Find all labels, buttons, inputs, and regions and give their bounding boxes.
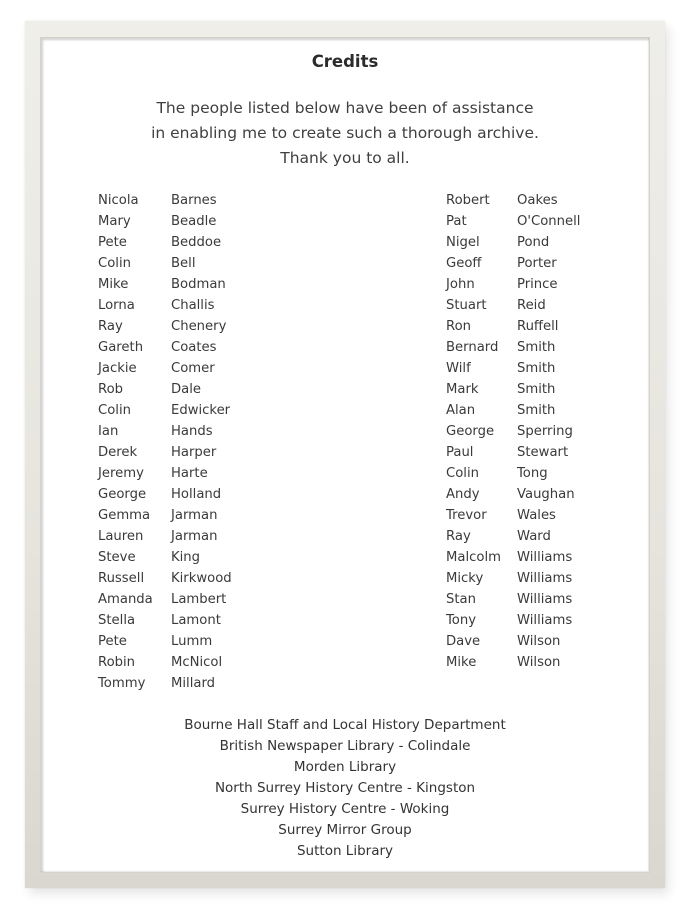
first-name: Lauren — [98, 529, 144, 544]
name-row — [446, 652, 580, 673]
name-row — [446, 421, 580, 442]
first-name: Mark — [446, 382, 479, 397]
first-name: Stan — [446, 592, 476, 607]
name-row — [446, 505, 580, 526]
first-name: Wilf — [446, 361, 471, 376]
last-name: Jarman — [171, 508, 218, 523]
name-row — [446, 400, 580, 421]
name-row — [98, 337, 232, 358]
names-list-right — [446, 190, 580, 673]
name-row — [98, 379, 232, 400]
name-row — [98, 505, 232, 526]
name-row — [446, 484, 580, 505]
last-name: Bell — [171, 256, 196, 271]
name-row — [446, 568, 580, 589]
first-name: Colin — [98, 403, 131, 418]
first-name: George — [446, 424, 495, 439]
first-name: Ron — [446, 319, 471, 334]
first-name: Ian — [98, 424, 119, 439]
organisation-item: Surrey Mirror Group — [278, 822, 412, 838]
first-name: Geoff — [446, 256, 482, 271]
name-row — [98, 232, 232, 253]
first-name: Tony — [446, 613, 477, 628]
name-row — [98, 547, 232, 568]
first-name: Dave — [446, 634, 481, 649]
name-row — [446, 379, 580, 400]
first-name: Micky — [446, 571, 484, 586]
first-name: John — [446, 277, 475, 292]
first-name: Lorna — [98, 298, 135, 313]
last-name: McNicol — [171, 655, 223, 670]
name-row — [98, 316, 232, 337]
last-name: Wilson — [517, 634, 561, 649]
first-name: Nigel — [446, 235, 480, 250]
last-name: Smith — [517, 340, 556, 355]
last-name: Smith — [517, 403, 556, 418]
last-name: Lumm — [171, 634, 213, 649]
organisations-list — [41, 715, 649, 862]
last-name: Williams — [517, 571, 573, 586]
last-name: Oakes — [517, 193, 558, 208]
last-name: Harte — [171, 466, 208, 481]
intro-text — [41, 96, 649, 171]
organisation-item: British Newspaper Library - Colindale — [219, 738, 471, 754]
last-name: Chenery — [171, 319, 227, 334]
credits-page — [40, 37, 650, 873]
name-row — [98, 274, 232, 295]
last-name: Smith — [517, 382, 556, 397]
name-row — [446, 610, 580, 631]
first-name: Derek — [98, 445, 138, 460]
intro-line: Thank you to all. — [280, 149, 410, 167]
name-row — [98, 295, 232, 316]
last-name: Edwicker — [171, 403, 231, 418]
last-name: Lamont — [171, 613, 221, 628]
intro-line: in enabling me to create such a thorough archive. — [151, 124, 539, 142]
first-name: Gareth — [98, 340, 144, 355]
last-name: Reid — [517, 298, 546, 313]
first-name: Tommy — [98, 676, 146, 691]
last-name: Dale — [171, 382, 202, 397]
name-row — [98, 610, 232, 631]
last-name: Ward — [517, 529, 551, 544]
last-name: Bodman — [171, 277, 226, 292]
last-name: Williams — [517, 550, 573, 565]
first-name: Pat — [446, 214, 467, 229]
name-row — [446, 190, 580, 211]
intro-line: The people listed below have been of assistance — [156, 99, 534, 117]
last-name: Challis — [171, 298, 215, 313]
last-name: Beadle — [171, 214, 217, 229]
last-name: Wilson — [517, 655, 561, 670]
name-row — [446, 463, 580, 484]
last-name: Barnes — [171, 193, 217, 208]
last-name: Millard — [171, 676, 216, 691]
name-row — [446, 274, 580, 295]
first-name: Andy — [446, 487, 480, 502]
first-name: Jackie — [98, 361, 137, 376]
name-row — [98, 190, 232, 211]
name-row — [98, 568, 232, 589]
name-row — [98, 463, 232, 484]
first-name: Ray — [98, 319, 123, 334]
name-row — [98, 211, 232, 232]
first-name: Amanda — [98, 592, 153, 607]
name-row — [98, 673, 232, 694]
first-name: Trevor — [446, 508, 487, 523]
first-name: Robert — [446, 193, 490, 208]
name-row — [446, 232, 580, 253]
last-name: Tong — [517, 466, 548, 481]
organisation-item: North Surrey History Centre - Kingston — [214, 780, 476, 796]
name-row — [98, 526, 232, 547]
page-title: Credits — [311, 52, 379, 71]
name-row — [446, 589, 580, 610]
name-row — [446, 211, 580, 232]
last-name: Sperring — [517, 424, 573, 439]
organisation-item: Bourne Hall Staff and Local History Department — [184, 717, 506, 733]
last-name: O'Connell — [517, 214, 581, 229]
name-row — [98, 652, 232, 673]
names-list-left — [98, 190, 232, 694]
first-name: Colin — [98, 256, 131, 271]
name-row — [98, 589, 232, 610]
last-name: Vaughan — [517, 487, 575, 502]
first-name: Russell — [98, 571, 145, 586]
last-name: Williams — [517, 613, 573, 628]
first-name: Alan — [446, 403, 476, 418]
name-row — [98, 631, 232, 652]
first-name: Colin — [446, 466, 479, 481]
last-name: Prince — [517, 277, 558, 292]
last-name: Beddoe — [171, 235, 222, 250]
last-name: Pond — [517, 235, 550, 250]
first-name: Ray — [446, 529, 471, 544]
last-name: Stewart — [517, 445, 569, 460]
first-name: Mike — [98, 277, 129, 292]
name-row — [98, 442, 232, 463]
picture-frame — [25, 21, 665, 888]
last-name: Lambert — [171, 592, 227, 607]
first-name: Jeremy — [98, 466, 144, 481]
organisation-item: Morden Library — [293, 759, 397, 775]
organisation-item: Sutton Library — [296, 843, 394, 859]
first-name: Pete — [98, 235, 127, 250]
last-name: Jarman — [171, 529, 218, 544]
last-name: Williams — [517, 592, 573, 607]
first-name: Stuart — [446, 298, 487, 313]
last-name: Harper — [171, 445, 217, 460]
last-name: Holland — [171, 487, 222, 502]
name-row — [446, 547, 580, 568]
first-name: Stella — [98, 613, 136, 628]
name-row — [446, 631, 580, 652]
name-row — [98, 358, 232, 379]
name-row — [446, 316, 580, 337]
first-name: Mary — [98, 214, 131, 229]
name-row — [446, 253, 580, 274]
first-name: Steve — [98, 550, 136, 565]
first-name: Bernard — [446, 340, 499, 355]
last-name: Comer — [171, 361, 215, 376]
first-name: George — [98, 487, 147, 502]
name-row — [446, 337, 580, 358]
name-row — [446, 295, 580, 316]
last-name: King — [171, 550, 201, 565]
first-name: Mike — [446, 655, 477, 670]
name-row — [98, 253, 232, 274]
organisation-item: Surrey History Centre - Woking — [240, 801, 450, 817]
name-row — [98, 484, 232, 505]
first-name: Paul — [446, 445, 474, 460]
first-name: Malcolm — [446, 550, 501, 565]
first-name: Gemma — [98, 508, 151, 523]
name-row — [446, 442, 580, 463]
first-name: Rob — [98, 382, 124, 397]
last-name: Ruffell — [517, 319, 559, 334]
name-row — [446, 358, 580, 379]
last-name: Kirkwood — [171, 571, 232, 586]
last-name: Smith — [517, 361, 556, 376]
first-name: Nicola — [98, 193, 139, 208]
first-name: Pete — [98, 634, 127, 649]
first-name: Robin — [98, 655, 136, 670]
name-row — [446, 526, 580, 547]
name-row — [98, 421, 232, 442]
last-name: Coates — [171, 340, 217, 355]
last-name: Hands — [171, 424, 213, 439]
last-name: Porter — [517, 256, 557, 271]
last-name: Wales — [517, 508, 556, 523]
name-row — [98, 400, 232, 421]
